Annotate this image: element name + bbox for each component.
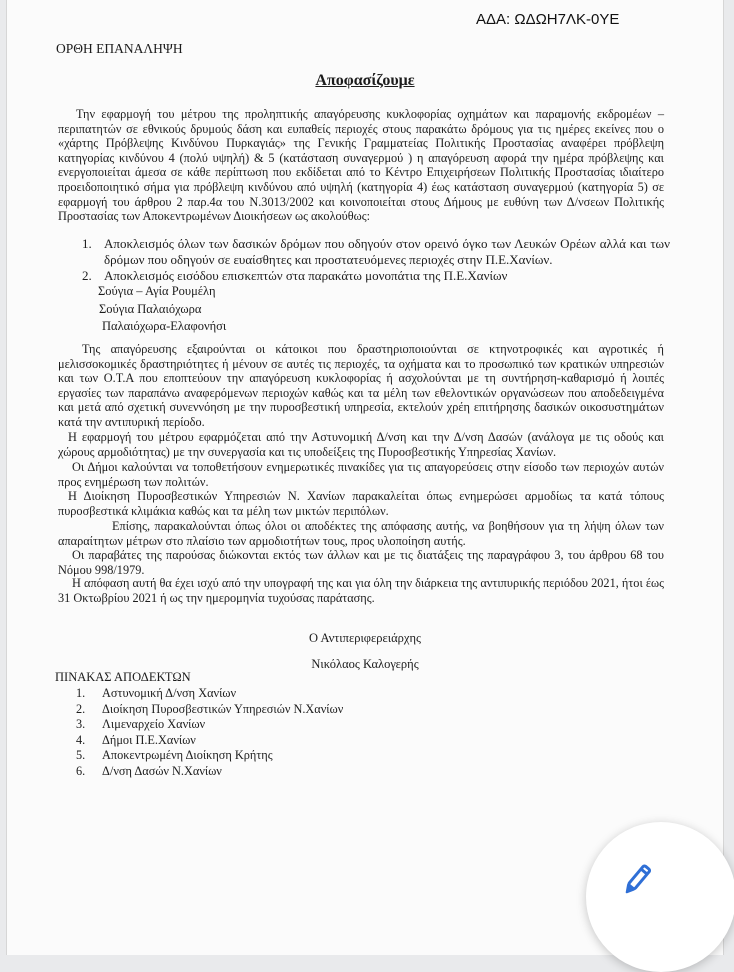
police-paragraph: Η εφαρμογή του μέτρου εφαρμόζεται από την Αστυνομική Δ/νση και την Δ/νση Δασών (ανάλογα με τις οδούς και χώρους αρμοδιότητας) με την συνεργασία και τις υποδείξεις της Πυροσβεστικής Υπηρεσίας Χανίων.	[58, 430, 664, 459]
penalties-paragraph: Οι παραβάτες της παρούσας διώκονται εκτός των άλλων και με τις διατάξεις της παραγράφου 3, του άρθρου 68 του Νόμου 998/1979.	[58, 548, 664, 577]
correction-label: ΟΡΘΗ ΕΠΑΝΑΛΗΨΗ	[56, 41, 183, 56]
municipalities-paragraph: Οι Δήμοι καλούνται να τοποθετήσουν ενημερωτικές πινακίδες για τις απαγορεύσεις στην είσοδο των περιοχών αυτών προς ενημέρωση των πολιτών.	[58, 460, 664, 489]
list-item	[70, 268, 670, 284]
validity-paragraph: Η απόφαση αυτή θα έχει ισχύ από την υπογραφή της και για όλη την διάρκεια της αντιπυρικής περιόδου 2021, ήτοι έως 31 Οκτωβρίου 2021 ή ως την ημερομηνία τυχούσας παράτασης.	[58, 576, 664, 605]
measure-text: Αποκλεισμός όλων των δασικών δρόμων που οδηγούν στον ορεινό όγκο των Λευκών Ορέων αλλά και των δρόμων που οδηγούν σε ευαίσθητες και προστατευόμενες περιοχές στην Π.Ε.Χανίων.	[104, 236, 670, 267]
fire-service-paragraph: Η Διοίκηση Πυροσβεστικών Υπηρεσιών Ν. Χανίων παρακαλείται όπως ενημερώσει αρμοδίως τα κατά τόπους πυροσβεστικά κλιμάκια καθώς και τα μέλη των μικτών περιπόλων.	[58, 489, 664, 518]
intro-paragraph: Την εφαρμογή του μέτρου της προληπτικής απαγόρευσης κυκλοφορίας οχημάτων και παραμονής εκδρομέων – περιπατητών σε εθνικούς δρυμούς δάση και ευπαθείς περιοχές στους παρακάτω δρόμους για τις ημέρες εκείνες που ο «χάρτης Πρόβλεψης Κινδύνου Πυρκαγιάς» της Γενικής Γραμματείας Πολιτικής Προστασίας αναφέρει πρόβλεψη κατηγορίας κινδύνου 4 (πολύ υψηλή) & 5 (κατάσταση συναγερμού ) η απαγόρευση αφορά την ημέρα πρόβλεψης και ενεργοποιείται άμεσα σε κάθε περίπτωση που εκδίδεται από το Κέντρο Επιχειρήσεων Πολιτικής Προστασίας ιδιαίτερο προειδοποιητικό σήμα για πρόβλεψη κινδύνου από υψηλή (κατηγορία 4) έως κατάσταση συναγερμού (κατηγορία 5) σε εφαρμογή του άρθρου 2 παρ.4α του Ν.3013/2002 και κοινοποιείται στους Δήμους με ευθύνη των Δ/νσεων Πολιτικής Προστασίας των Αποκεντρωμένων Διοικήσεων ως ακολούθως:	[58, 107, 664, 224]
measure-text: Αποκλεισμός εισόδου επισκεπτών στα παρακάτω μονοπάτια της Π.Ε.Χανίων	[104, 268, 508, 283]
signatory-name: Νικόλαος Καλογερής	[311, 657, 419, 671]
recipients-paragraph: Επίσης, παρακαλούνται όπως όλοι οι αποδέκτες της απόφασης αυτής, να βοηθήσουν για τη λήψη όλων των απαραίτητων μέτρων στο πλαίσιο των αρμοδιοτήτων τους, προς υλοποίηση αυτής.	[58, 519, 664, 548]
ada-code: ΑΔΑ: ΩΔΩΗ7ΛΚ-0ΥΕ	[476, 11, 620, 28]
pencil-icon	[622, 862, 652, 898]
trail-route: Σούγια Παλαιόχωρα	[99, 302, 202, 316]
decision-title: Αποφασίζουμε	[315, 72, 415, 89]
measure-number: 2.	[82, 268, 92, 283]
signatory-role: Ο Αντιπεριφερειάρχης	[309, 631, 421, 645]
list-item	[70, 236, 670, 268]
trail-route: Παλαιόχωρα-Ελαφονήσι	[102, 319, 227, 333]
trail-route: Σούγια – Αγία Ρουμέλη	[98, 284, 216, 298]
recipients-title: ΠΙΝΑΚΑΣ ΑΠΟΔΕΚΤΩΝ	[55, 670, 191, 684]
measure-number: 1.	[82, 236, 92, 251]
document-page: ΑΔΑ: ΩΔΩΗ7ΛΚ-0ΥΕ ΟΡΘΗ ΕΠΑΝΑΛΗΨΗ Αποφασίζουμε Την εφαρμογή του μέτρου της προληπτικής απαγόρευσης κυκλοφορίας οχημάτων και παραμονής εκδρομέων – περιπατητών σε εθνικούς δρυμούς δάση και ευπαθείς περιοχές στους παρακάτω δρόμους για τις ημέρες εκείνες που ο «χάρτης Πρόβλεψης Κινδύνου Πυρκαγιάς» της Γενικής Γραμματείας Πολιτικής Προστασίας αναφέρει πρόβλεψη κατηγορίας κινδύνου 4 (πολύ υψηλή) & 5 (κατάσταση συναγερμού ) η απαγόρευση αφορά την ημέρα πρόβλεψης και ενεργοποιείται άμεσα σε κάθε περίπτωση που εκδίδεται από το Κέντρο Επιχειρήσεων Πολιτικής Προστασίας ιδιαίτερο προειδοποιητικό σήμα για πρόβλεψη κινδύνου από υψηλή (κατηγορία 4) έως κατάσταση συναγερμού (κατηγορία 5) σε εφαρμογή του άρθρου 2 παρ.4α του Ν.3013/2002 και κοινοποιείται στους Δήμους με ευθύνη των Δ/νσεων Πολιτικής Προστασίας των Αποκεντρωμένων Διοικήσεων ως ακολούθως: 1. Αποκλεισμός όλων των δασικών δρόμων που οδηγούν στον ορεινό όγκο των Λευκών Ορέων αλλά και των δρόμων που οδηγούν σε ευαίσθητες και προστατευόμενες περιοχές στην Π.Ε.Χανίων. 2. Αποκλεισμός εισόδου επισκεπτών στα παρακάτω μονοπάτια της Π.Ε.Χανίων Σούγια – Αγία Ρουμέλη Σούγια Παλαιόχωρα Παλαιόχωρα-Ελαφονήσι Της απαγόρευσης εξαιρούνται οι κάτοικοι που δραστηριοποιούνται σε κτηνοτροφικές και αγροτικές ή μελισσοκομικές δραστηριότητες ή μένουν σε αυτές τις περιοχές, τα οχήματα και το προσωπικό των κρατικών υπηρεσιών και των Ο.Τ.Α που εποπτεύουν την απαγόρευση κυκλοφορίας ή ασχολούνται με τη συντήρηση-καθαρισμό ή λοιπές εργασίες των παραπάνω αναφερόμενων περιοχών καθώς και τα μέλη των εθελοντικών οργανώσεων που αποδεδειγμένα και μετά από σχετική συνεννόηση με την πυροσβεστική υπηρεσία, εκτελούν χρέη επιτήρησης δασικών οικοσυστημάτων κατά την αντιπυρική περίοδο. Η εφαρμογή του μέτρου εφαρμόζεται από την Αστυνομική Δ/νση και την Δ/νση Δασών (ανάλογα με τις οδούς και χώρους αρμοδιότητας) με την συνεργασία και τις υποδείξεις της Πυροσβεστικής Υπηρεσίας Χανίων. Οι Δήμοι καλούνται να τοποθετήσουν ενημερωτικές πινακίδες για τις απαγορεύσεις στην είσοδο των περιοχών αυτών προς ενημέρωση των πολιτών. Η Διοίκηση Πυροσβεστικών Υπηρεσιών Ν. Χανίων παρακαλείται όπως ενημερώσει αρμοδίως τα κατά τόπους πυροσβεστικά κλιμάκια καθώς και τα μέλη των μικτών περιπόλων. Επίσης, παρακαλούνται όπως όλοι οι αποδέκτες της απόφασης αυτής, να βοηθήσουν για τη λήψη όλων των απαραίτητων μέτρων στο πλαίσιο των αρμοδιοτήτων τους, προς υλοποίηση αυτής. Οι παραβάτες της παρούσας διώκονται εκτός των άλλων και με τις διατάξεις της παραγράφου 3, του άρθρου 68 του Νόμου 998/1979. Η απόφαση αυτή θα έχει ισχύ από την υπογραφή της και για όλη την διάρκεια της αντιπυρικής περιόδου 2021, ήτοι έως 31 Οκτωβρίου 2021 ή ως την ημερομηνία τυχούσας παράτασης. Ο Αντιπεριφερειάρχης Νικόλαος Καλογερής ΠΙΝΑΚΑΣ ΑΠΟΔΕΚΤΩΝ 1. Αστυνομική Δ/νση Χανίων 2. Διοίκηση Πυροσβεστικών Υπηρεσιών Ν.Χανίων 3. Λιμεναρχείο Χανίων 4. Δήμοι Π.Ε.Χανίων 5. Αποκεντρωμένη Διοίκηση Κρήτης 6. Δ/νση Δασών Ν.Χανίων	[6, 0, 724, 955]
exemptions-paragraph: Της απαγόρευσης εξαιρούνται οι κάτοικοι που δραστηριοποιούνται σε κτηνοτροφικές και αγροτικές ή μελισσοκομικές δραστηριότητες ή μένουν σε αυτές τις περιοχές, τα οχήματα και το προσωπικό των κρατικών υπηρεσιών και των Ο.Τ.Α που εποπτεύουν την απαγόρευση κυκλοφορίας ή ασχολούνται με τη συντήρηση-καθαρισμό ή λοιπές εργασίες των παραπάνω αναφερόμενων περιοχών καθώς και τα μέλη των εθελοντικών οργανώσεων που αποδεδειγμένα και μετά από σχετική συνεννόηση με την πυροσβεστική υπηρεσία, εκτελούν χρέη επιτήρησης δασικών οικοσυστημάτων κατά την αντιπυρική περίοδο.	[58, 342, 664, 429]
edit-button[interactable]	[586, 822, 734, 972]
